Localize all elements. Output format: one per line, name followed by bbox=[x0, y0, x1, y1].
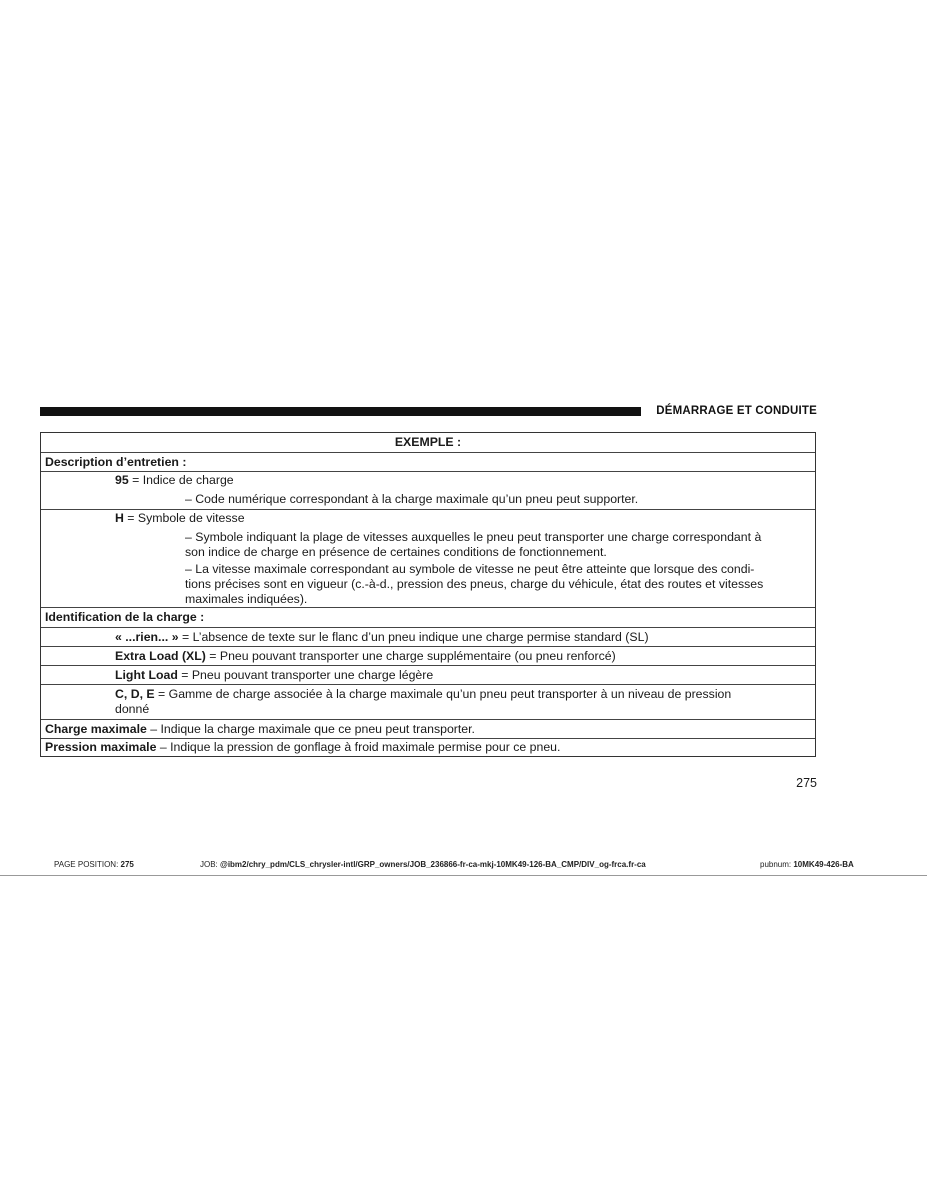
load-term: « ...rien... » bbox=[115, 630, 179, 644]
max-pressure-term: Pression maximale bbox=[45, 740, 157, 754]
load-index-term: 95 bbox=[115, 473, 129, 487]
table-title-row bbox=[41, 433, 815, 453]
description-heading: Description d’entretien : bbox=[45, 455, 187, 469]
footer-rule bbox=[0, 875, 927, 876]
load-text: = Pneu pouvant transporter une charge légère bbox=[177, 668, 434, 682]
table-row bbox=[41, 685, 815, 720]
load-index-text: = Indice de charge bbox=[128, 473, 234, 487]
footer-job-value: @ibm2/chry_pdm/CLS_chrysler-intl/GRP_owners/JOB_236866-fr-ca-mkj-10MK49-126-BA_CMP/DIV_og-frca.fr-ca bbox=[220, 860, 646, 869]
footer-pubnum-label: pubnum: bbox=[760, 860, 794, 869]
load-row-standard bbox=[115, 630, 649, 645]
speed-note-1-line-1: – Symbole indiquant la plage de vitesses auxquelles le pneu peut transporter une charge correspondant à bbox=[185, 530, 762, 544]
page-number: 275 bbox=[796, 776, 817, 790]
footer-page-position bbox=[54, 860, 134, 869]
speed-note-1-line-2: son indice de charge en présence de certaines conditions de fonctionnement. bbox=[185, 545, 607, 559]
load-row-range-line-2: donné bbox=[115, 702, 150, 716]
table-title: EXEMPLE : bbox=[394, 435, 462, 449]
speed-symbol-text: = Symbole de vitesse bbox=[123, 511, 245, 525]
load-term: Extra Load (XL) bbox=[115, 649, 206, 663]
example-table bbox=[40, 432, 816, 757]
description-heading-row bbox=[41, 453, 815, 472]
speed-symbol-line bbox=[115, 511, 245, 526]
load-text: = Gamme de charge associée à la charge maximale qu’un pneu peut transporter à un niveau de pression bbox=[154, 687, 732, 701]
footer-pubnum-value: 10MK49-426-BA bbox=[793, 860, 854, 869]
section-title: DÉMARRAGE ET CONDUITE bbox=[656, 405, 817, 417]
footer-position-label: PAGE POSITION: bbox=[54, 860, 121, 869]
load-index-line bbox=[115, 473, 234, 488]
max-load-term: Charge maximale bbox=[45, 722, 147, 736]
speed-symbol-row bbox=[41, 510, 815, 608]
footer-position-value: 275 bbox=[120, 860, 134, 869]
load-identification-heading-row bbox=[41, 608, 815, 628]
footer-pubnum bbox=[760, 860, 854, 869]
max-pressure-row bbox=[41, 739, 815, 758]
load-row-extra bbox=[115, 649, 616, 664]
max-load-text: – Indique la charge maximale que ce pneu peut transporter. bbox=[146, 722, 475, 736]
load-index-note: – Code numérique correspondant à la charge maximale qu’un pneu peut supporter. bbox=[185, 492, 639, 506]
max-pressure-line bbox=[45, 740, 560, 755]
max-pressure-text: – Indique la pression de gonflage à froid maximale permise pour ce pneu. bbox=[156, 740, 561, 754]
header-rule bbox=[40, 407, 641, 416]
load-term: Light Load bbox=[115, 668, 178, 682]
table-row bbox=[41, 647, 815, 666]
load-row-range bbox=[115, 687, 731, 702]
table-row bbox=[41, 666, 815, 685]
speed-note-2-line-3: maximales indiquées). bbox=[185, 592, 308, 606]
speed-note-2-line-2: tions précises sont en vigueur (c.-à-d., pression des pneus, charge du véhicule, état des routes et vitesses bbox=[185, 577, 764, 591]
load-index-row bbox=[41, 472, 815, 510]
load-text: = Pneu pouvant transporter une charge supplémentaire (ou pneu renforcé) bbox=[205, 649, 616, 663]
load-identification-heading: Identification de la charge : bbox=[45, 610, 205, 624]
footer-job bbox=[200, 860, 646, 869]
max-load-row bbox=[41, 720, 815, 739]
speed-symbol-term: H bbox=[115, 511, 124, 525]
load-term: C, D, E bbox=[115, 687, 155, 701]
table-row bbox=[41, 628, 815, 647]
load-text: = L’absence de texte sur le flanc d’un pneu indique une charge permise standard (SL) bbox=[178, 630, 649, 644]
footer-job-label: JOB: bbox=[200, 860, 221, 869]
speed-note-2-line-1: – La vitesse maximale correspondant au symbole de vitesse ne peut être atteinte que lorsque des condi- bbox=[185, 562, 755, 576]
max-load-line bbox=[45, 722, 475, 737]
load-row-light bbox=[115, 668, 433, 683]
